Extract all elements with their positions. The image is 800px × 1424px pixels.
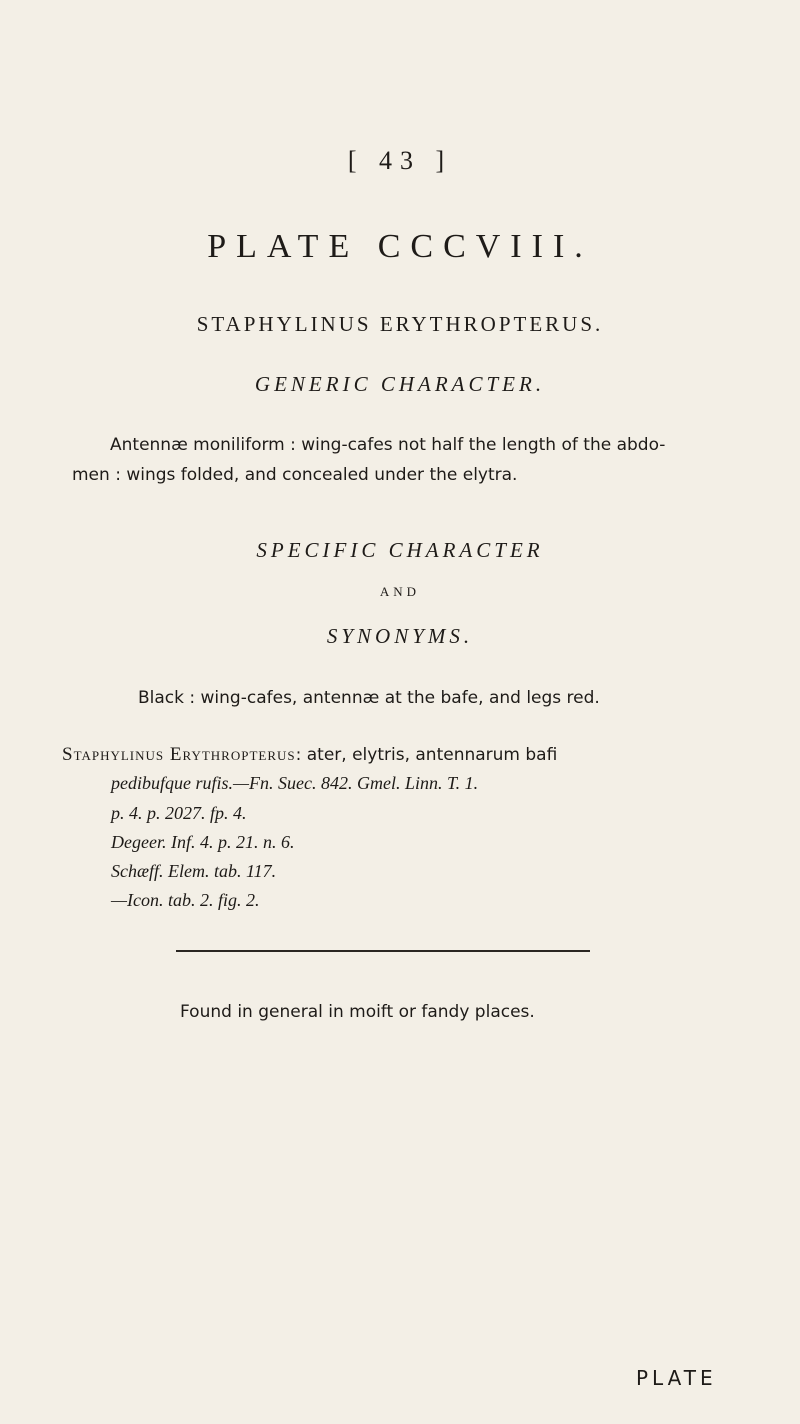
reference-line: —Icon. tab. 2. fig. 2. [111, 890, 260, 910]
synonym-entry-first-line [62, 744, 557, 766]
page-number: [ 43 ] [347, 146, 453, 175]
synonyms-heading: SYNONYMS. [326, 624, 474, 648]
plate-title: PLATE CCCVIII. [207, 228, 593, 265]
generic-character-heading: GENERIC CHARACTER. [254, 372, 546, 396]
reference-line: Degeer. Inf. 4. p. 21. n. 6. [111, 832, 295, 852]
specific-description: Black : wing-cafes, antennæ at the bafe, and legs red. [138, 688, 600, 708]
catchword: PLATE [636, 1366, 717, 1390]
and-connector: AND [379, 584, 421, 599]
reference-line: p. 4. p. 2027. fp. 4. [111, 803, 247, 823]
generic-description-line-1: Antennæ moniliform : wing-cafes not half the length of the abdo- [110, 435, 666, 455]
synonym-continuation: pedibufque rufis.—Fn. Suec. 842. Gmel. Linn. T. 1. [111, 773, 479, 793]
synonym-species-name: Staphylinus Erythropterus [62, 744, 296, 765]
section-divider [176, 950, 590, 952]
synonym-latin-start: : ater, elytris, antennarum bafi [295, 745, 558, 765]
habitat-note: Found in general in moift or fandy places. [180, 1002, 535, 1022]
specific-character-heading: SPECIFIC CHARACTER [256, 538, 544, 562]
reference-line: Schæff. Elem. tab. 117. [111, 861, 277, 881]
generic-description-line-2: men : wings folded, and concealed under the elytra. [72, 465, 518, 485]
species-name: STAPHYLINUS ERYTHROPTERUS. [196, 312, 604, 336]
